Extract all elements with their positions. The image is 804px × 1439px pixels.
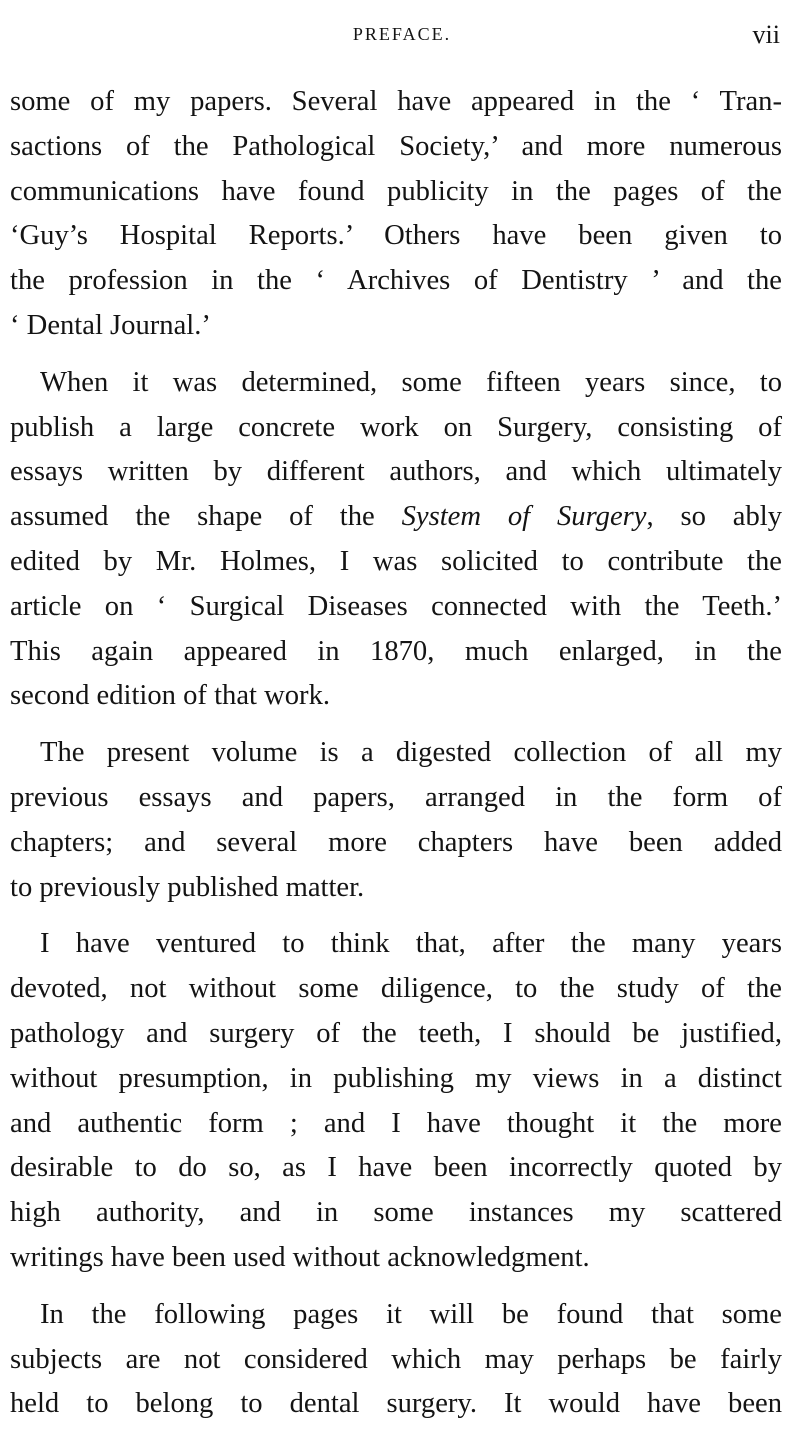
- text-line: without presumption, in publishing my views in a distinct: [10, 1062, 782, 1094]
- text-line: some of my papers. Several have appeared in the ‘ Tran-: [10, 86, 782, 117]
- text-line: pathology and surgery of the teeth, I should be justified,: [10, 1017, 782, 1049]
- text-line: The present volume is a digested collection of all my: [40, 737, 782, 769]
- body-text: [10, 80, 782, 1439]
- text-line: essays written by different authors, and which ultimately: [10, 456, 782, 488]
- text-line: sactions of the Pathological Society,’ and more numerous: [10, 130, 782, 162]
- text-line: publish a large concrete work on Surgery, consisting of: [10, 411, 782, 443]
- paragraph-5: [10, 1293, 782, 1427]
- text-line: and authentic form ; and I have thought it the more: [10, 1107, 782, 1139]
- text-line-with-emphasis: [10, 495, 782, 540]
- text-line: chapters; and several more chapters have been added: [10, 826, 782, 858]
- text-line: devoted, not without some diligence, to the study of the: [10, 973, 782, 1005]
- text-segment: assumed the shape of the: [10, 501, 375, 533]
- text-line: article on ‘ Surgical Diseases connected with the Teeth.’: [10, 590, 782, 622]
- paragraph-2: [10, 361, 782, 719]
- book-title-emphasis: System of Surgery: [401, 501, 647, 533]
- text-line: In the following pages it will be found that some: [40, 1298, 782, 1330]
- text-line: subjects are not considered which may perhaps be fairly: [10, 1343, 782, 1375]
- text-line: edited by Mr. Holmes, I was solicited to contribute the: [10, 545, 782, 577]
- page-number: vii: [752, 20, 780, 49]
- paragraph-3: [10, 731, 782, 910]
- text-line: ‘ Dental Journal.’: [10, 309, 211, 341]
- text-line: When it was determined, some fifteen years since, to: [40, 366, 782, 398]
- text-line: held to belong to dental surgery. It would have been: [10, 1388, 782, 1420]
- text-line: the profession in the ‘ Archives of Dentistry ’ and the: [10, 265, 782, 297]
- text-line: second edition of that work.: [10, 680, 331, 712]
- running-head: PREFACE.: [352, 24, 452, 44]
- paragraph-1: [10, 80, 782, 349]
- text-line: desirable to do so, as I have been incorrectly quoted by: [10, 1152, 782, 1184]
- text-segment: , so ably: [646, 501, 782, 533]
- text-line: high authority, and in some instances my scattered: [10, 1197, 782, 1229]
- text-line: to previously published matter.: [10, 871, 365, 903]
- text-line: This again appeared in 1870, much enlarged, in the: [10, 635, 782, 667]
- text-line: writings have been used without acknowledgment.: [10, 1241, 590, 1273]
- text-line: communications have found publicity in the pages of the: [10, 175, 782, 207]
- text-line: I have ventured to think that, after the many years: [40, 928, 782, 960]
- text-line: previous essays and papers, arranged in the form of: [10, 781, 782, 813]
- paragraph-4: [10, 922, 782, 1280]
- text-line: ‘Guy’s Hospital Reports.’ Others have been given to: [10, 220, 782, 252]
- page-header: [0, 20, 804, 50]
